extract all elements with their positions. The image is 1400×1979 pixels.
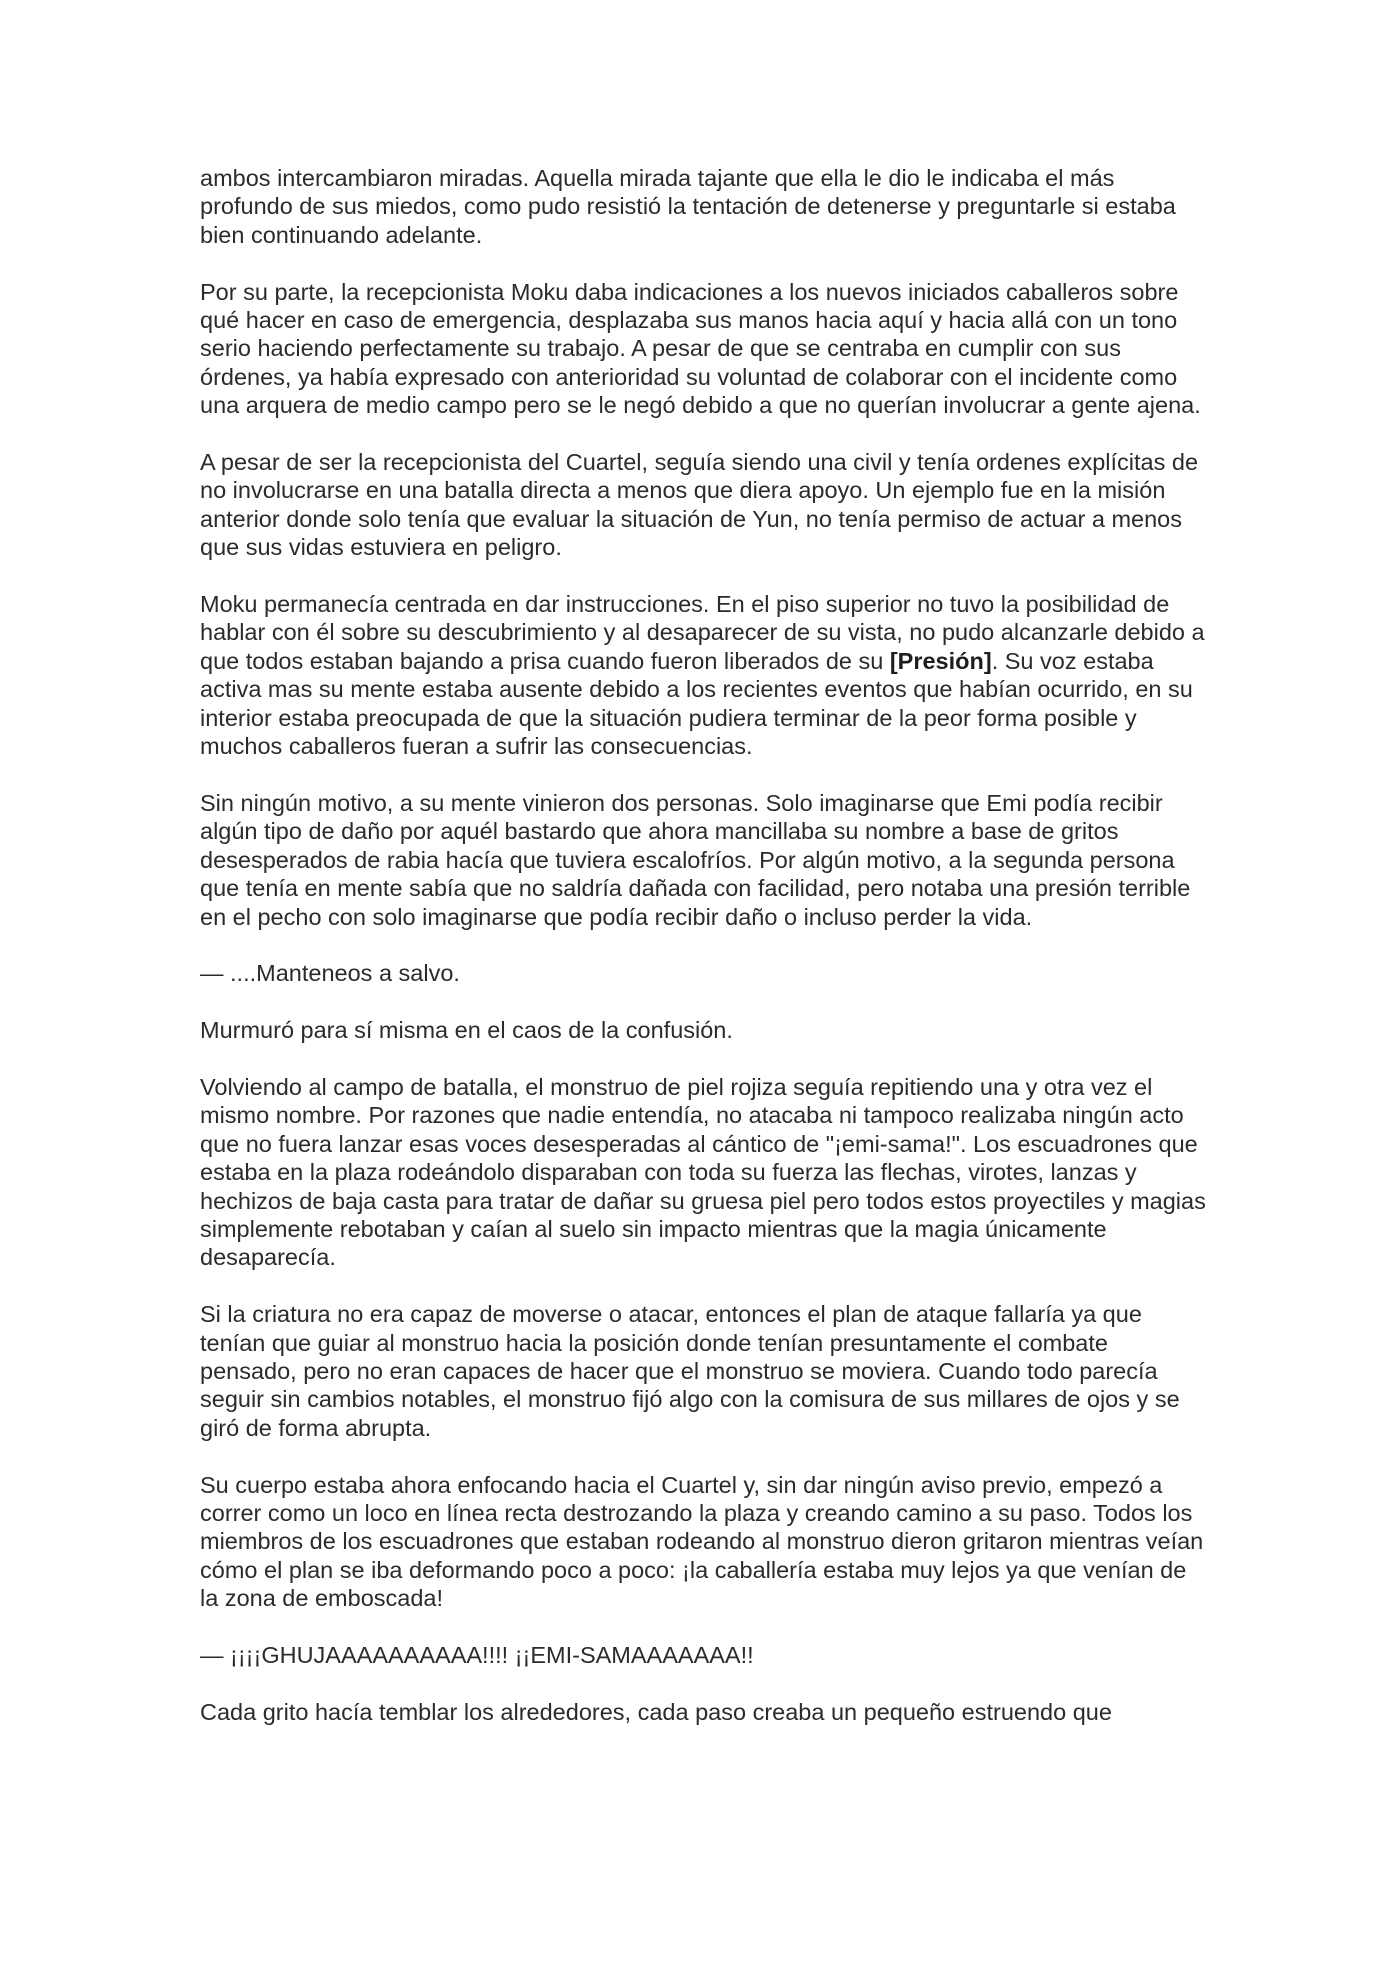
paragraph xyxy=(200,278,1206,420)
text-run: Moku permanecía centrada en dar instrucciones. En el piso superior no tuvo la posibilidad de hablar con él sobre su descubrimiento y al desaparecer de su vista, no pudo alcanzarle debido a que todos estaban bajando a prisa cuando fueron liberados de su xyxy=(200,591,1205,674)
text-run: — ....Manteneos a salvo. xyxy=(200,960,460,987)
text-run: Murmuró para sí misma en el caos de la confusión. xyxy=(200,1017,733,1044)
text-run: . Su voz estaba activa mas su mente estaba ausente debido a los recientes eventos que habían ocurrido, en su interior estaba preocupada de que la situación pudiera terminar de la peor forma posible y muchos caballeros fueran a sufrir las consecuencias. xyxy=(200,647,1193,760)
paragraph xyxy=(200,1016,1206,1044)
paragraph xyxy=(200,1073,1206,1272)
paragraph xyxy=(200,164,1206,249)
text-run: Por su parte, la recepcionista Moku daba indicaciones a los nuevos iniciados caballeros sobre qué hacer en caso de emergencia, desplazaba sus manos hacia aquí y hacia allá con un tono serio haciendo perfectamente su trabajo. A pesar de que se centraba en cumplir con sus órdenes, ya había expresado con anterioridad su voluntad de colaborar con el incidente como una arquera de medio campo pero se le negó debido a que no querían involucrar a gente ajena. xyxy=(200,278,1201,419)
paragraph xyxy=(200,1300,1206,1442)
text-run: Si la criatura no era capaz de moverse o atacar, entonces el plan de ataque fallaría ya que tenían que guiar al monstruo hacia la posición donde tenían presuntamente el combate pensado, pero no eran capaces de hacer que el monstruo se moviera. Cuando todo parecía seguir sin cambios notables, el monstruo fijó algo con la comisura de sus millares de ojos y se giró de forma abrupta. xyxy=(200,1301,1180,1441)
text-run: ambos intercambiaron miradas. Aquella mirada tajante que ella le dio le indicaba el más profundo de sus miedos, como pudo resistió la tentación de detenerse y preguntarle si estaba bien continuando adelante. xyxy=(200,165,1176,248)
text-run: Cada grito hacía temblar los alrededores, cada paso creaba un pequeño estruendo que xyxy=(200,1698,1112,1725)
dialogue-line xyxy=(200,959,1206,987)
text-run: A pesar de ser la recepcionista del Cuartel, seguía siendo una civil y tenía ordenes explícitas de no involucrarse en una batalla directa a menos que diera apoyo. Un ejemplo fue en la misión anterior donde solo tenía que evaluar la situación de Yun, no tenía permiso de actuar a menos que sus vidas estuviera en peligro. xyxy=(200,449,1199,561)
paragraph xyxy=(200,789,1206,931)
text-run: Volviendo al campo de batalla, el monstruo de piel rojiza seguía repitiendo una y otra vez el mismo nombre. Por razones que nadie entendía, no atacaba ni tampoco realizaba ningún acto que no fuera lanzar esas voces desesperadas al cántico de "¡emi-sama!". Los escuadrones que estaba en la plaza rodeándolo disparaban con toda su fuerza las flechas, virotes, lanzas y hechizos de baja casta para tratar de dañar su gruesa piel pero todos estos proyectiles y magias simplemente rebotaban y caían al suelo sin impacto mientras que la magia únicamente desaparecía. xyxy=(200,1073,1206,1271)
paragraph xyxy=(200,1471,1206,1613)
document-page xyxy=(200,164,1206,1755)
bold-term: [Presión] xyxy=(889,647,992,674)
text-run: — ¡¡¡¡GHUJAAAAAAAAAA!!!! ¡¡EMI-SAMAAAAAAA!! xyxy=(200,1641,754,1668)
dialogue-line xyxy=(200,1641,1206,1669)
text-run: Su cuerpo estaba ahora enfocando hacia el Cuartel y, sin dar ningún aviso previo, empezó a correr como un loco en línea recta destrozando la plaza y creando camino a su paso. Todos los miembros de los escuadrones que estaban rodeando al monstruo dieron gritaron mientras veían cómo el plan se iba deformando poco a poco: ¡la caballería estaba muy lejos ya que venían de la zona de emboscada! xyxy=(200,1471,1204,1612)
paragraph xyxy=(200,1698,1206,1726)
paragraph xyxy=(200,448,1206,562)
text-run: Sin ningún motivo, a su mente vinieron dos personas. Solo imaginarse que Emi podía recibir algún tipo de daño por aquél bastardo que ahora mancillaba su nombre a base de gritos desesperados de rabia hacía que tuviera escalofríos. Por algún motivo, a la segunda persona que tenía en mente sabía que no saldría dañada con facilidad, pero notaba una presión terrible en el pecho con solo imaginarse que podía recibir daño o incluso perder la vida. xyxy=(200,789,1191,930)
paragraph xyxy=(200,590,1206,760)
